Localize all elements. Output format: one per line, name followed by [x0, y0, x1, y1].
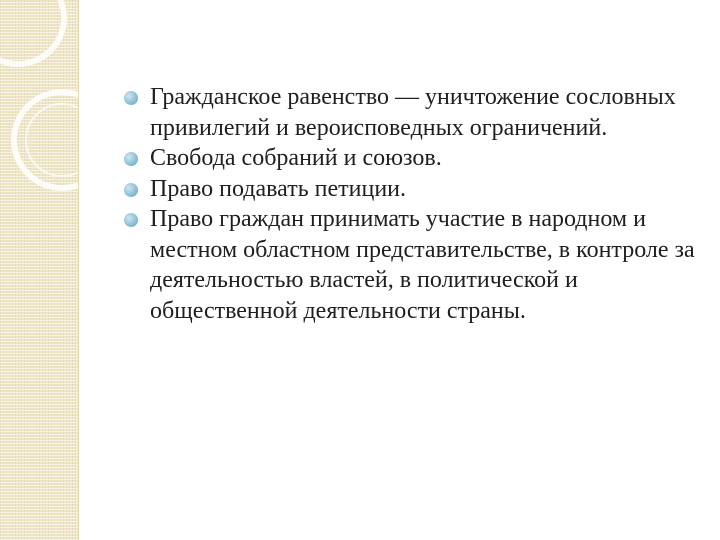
- bullet-dot-icon: [124, 152, 138, 166]
- bullet-text: Гражданское равенство — уничтожение сословных привилегий и вероисповедных ограничений.: [150, 84, 676, 141]
- bullet-text: Право подавать петиции.: [150, 175, 407, 202]
- bullet-text: Свобода собраний и союзов.: [150, 145, 442, 171]
- slide-content: [124, 82, 704, 326]
- bullet-dot-icon: [124, 91, 138, 105]
- bullet-item: [124, 174, 704, 205]
- bullet-item: [124, 204, 704, 326]
- bullet-item: [124, 143, 704, 174]
- bullet-list: [124, 82, 704, 326]
- bullet-text: Право граждан принимать участие в народном и местном областном представительстве, в контроле за деятельностью властей, в политической и общественной деятельности страны.: [150, 206, 695, 324]
- bullet-dot-icon: [124, 183, 138, 197]
- side-band-edge: [78, 0, 79, 540]
- bullet-dot-icon: [124, 213, 138, 227]
- decorative-side-band: [0, 0, 78, 540]
- bullet-item: [124, 82, 704, 143]
- decorative-circles: [0, 0, 78, 540]
